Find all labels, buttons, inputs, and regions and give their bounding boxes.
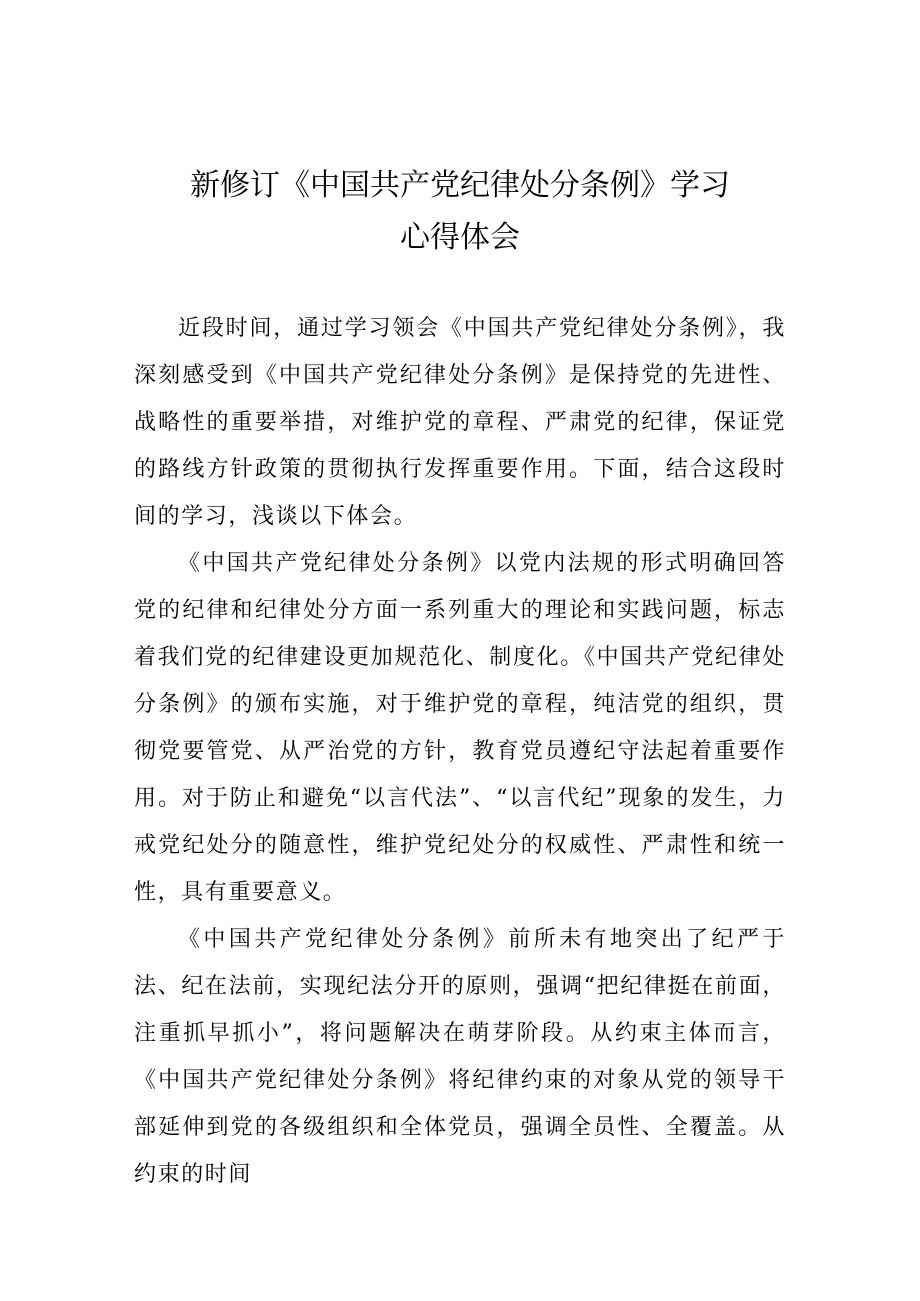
paragraph-3: 《中国共产党纪律处分条例》前所未有地突出了纪严于法、纪在法前，实现纪法分开的原则，强调“把纪律挺在前面，注重抓早抓小”，将问题解决在萌芽阶段。从约束主体而言，《中国共产党纪律处分条例》将纪律约束的对象从党的领导干部延伸到党的各级组织和全体党员，强调全员性、全覆盖。从约束的时间: [134, 927, 786, 1187]
paragraph-1: 近段时间，通过学习领会《中国共产党纪律处分条例》，我深刻感受到《中国共产党纪律处分条例》是保持党的先进性、战略性的重要举措，对维护党的章程、严肃党的纪律，保证党的路线方针政策的贯彻执行发挥重要作用。下面，结合这段时间的学习，浅谈以下体会。: [134, 316, 786, 529]
document-body: [134, 305, 786, 1198]
document-title-line-2: 心得体会: [400, 220, 520, 255]
document-title: [140, 160, 780, 264]
document-title-line-1: 新修订《中国共产党纪律处分条例》学习: [190, 168, 730, 203]
paragraph-2: 《中国共产党纪律处分条例》以党内法规的形式明确回答党的纪律和纪律处分方面一系列重大的理论和实践问题，标志着我们党的纪律建设更加规范化、制度化。《中国共产党纪律处分条例》的颁布实施，对于维护党的章程，纯洁党的组织，贯彻党要管党、从严治党的方针，教育党员遵纪守法起着重要作用。对于防止和避免“以言代法”、“以言代纪”现象的发生，力戒党纪处分的随意性，维护党纪处分的权威性、严肃性和统一性，具有重要意义。: [134, 551, 786, 905]
